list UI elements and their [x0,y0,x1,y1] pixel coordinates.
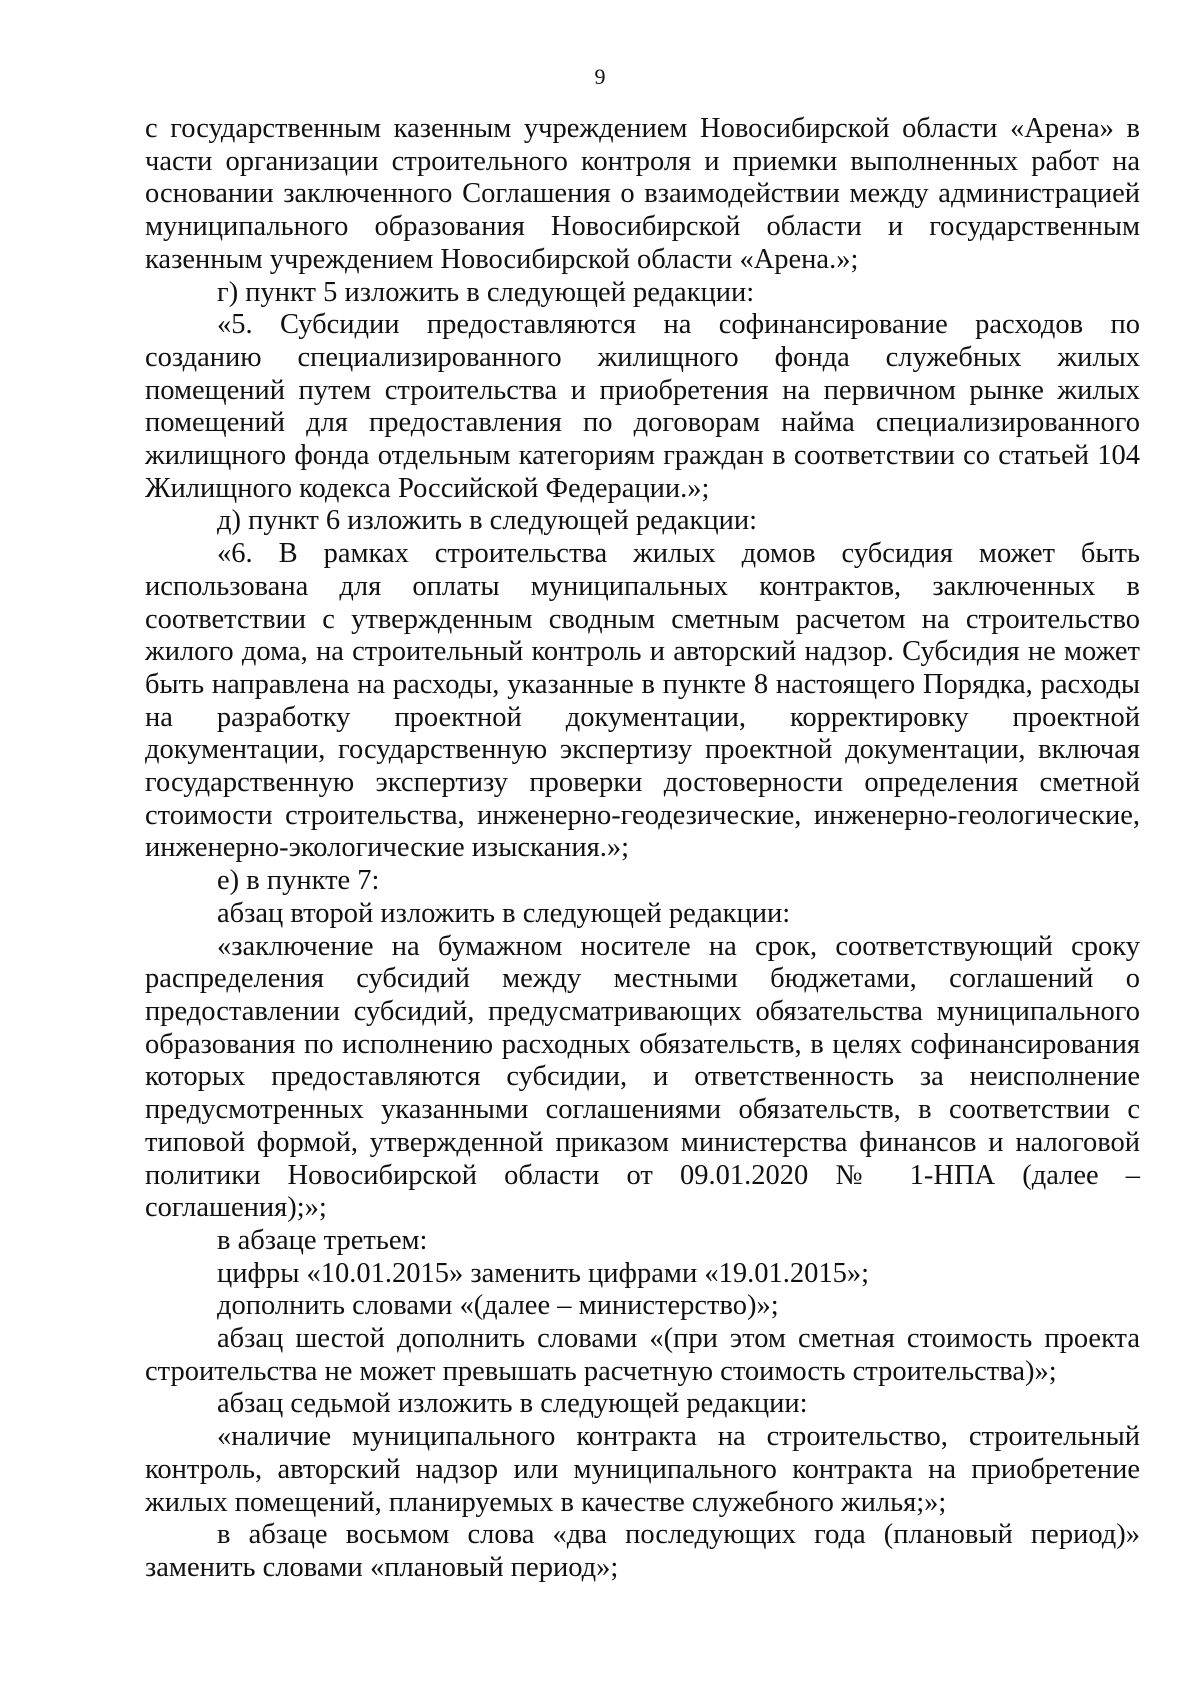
paragraph-second-abzac: абзац второй изложить в следующей редакции: [217,897,791,929]
paragraph-item-g: г) пункт 5 изложить в следующей редакции: [217,276,755,308]
paragraph-continuation: с государственным казенным учреждением Новосибирской области «Арена» в части организации строительного контроля и приемки выполненных работ на основании заключенного Соглашения о взаимодействии между администрацией муниципального образования Новосибирской области и государственным казенным учреждением Новосибирской области «Арена.»; [145,113,1140,275]
paragraph-contract-text: «наличие муниципального контракта на строительство, строительный контроль, авторский надзор или муниципального контракта на приобретение жилых помещений, планируемых в качестве служебного жилья;»; [145,1421,1140,1518]
paragraph-sixth-abzac: абзац шестой дополнить словами «(при этом сметная стоимость проекта строительства не может превышать расчетную стоимость строительства)»; [145,1323,1140,1387]
paragraph-item-e: е) в пункте 7: [217,865,380,897]
paragraph-seventh-abzac: абзац седьмой изложить в следующей редакции: [217,1388,808,1420]
paragraph-point-5-text: «5. Субсидии предоставляются на софинансирование расходов по созданию специализированного жилищного фонда служебных жилых помещений путем строительства и приобретения на первичном рынке жилых помещений для предоставления по договорам найма специализированного жилищного фонда отдельным категориям граждан в соответствии со статьей 104 Жилищного кодекса Российской Федерации.»; [145,309,1140,504]
paragraph-eighth-abzac: в абзаце восьмом слова «два последующих года (плановый период)» заменить словами «плановый период»; [145,1519,1140,1583]
paragraph-third-abzac: в абзаце третьем: [217,1224,428,1256]
document-body [145,113,1140,1585]
paragraph-add-ministry: дополнить словами «(далее – министерство)»; [217,1290,779,1322]
paragraph-date-replace: цифры «10.01.2015» заменить цифрами «19.01.2015»; [217,1257,869,1289]
paragraph-point-6-text: «6. В рамках строительства жилых домов субсидия может быть использована для оплаты муниципальных контрактов, заключенных в соответствии с утвержденным сводным сметным расчетом на строительство жилого дома, на строительный контроль и авторский надзор. Субсидия не может быть направлена на расходы, указанные в пункте 8 настоящего Порядка, расходы на разработку проектной документации, корректировку проектной документации, государственную экспертизу проектной документации, включая государственную экспертизу проверки достоверности определения сметной стоимости строительства, инженерно-геодезические, инженерно-геологические, инженерно-экологические изыскания.»; [145,538,1140,864]
paragraph-item-d: д) пункт 6 изложить в следующей редакции: [217,505,758,537]
page-number: 9 [594,64,606,89]
paragraph-agreement-text: «заключение на бумажном носителе на срок, соответствующий сроку распределения субсидий между местными бюджетами, соглашений о предоставлении субсидий, предусматривающих обязательства муниципального образования по исполнению расходных обязательств, в целях софинансирования которых предоставляются субсидии, и ответственность за неисполнение предусмотренных указанными соглашениями обязательств, в соответствии с типовой формой, утвержденной приказом министерства финансов и налоговой политики Новосибирской области от 09.01.2020 № 1-НПА (далее – соглашения);»; [145,930,1140,1224]
